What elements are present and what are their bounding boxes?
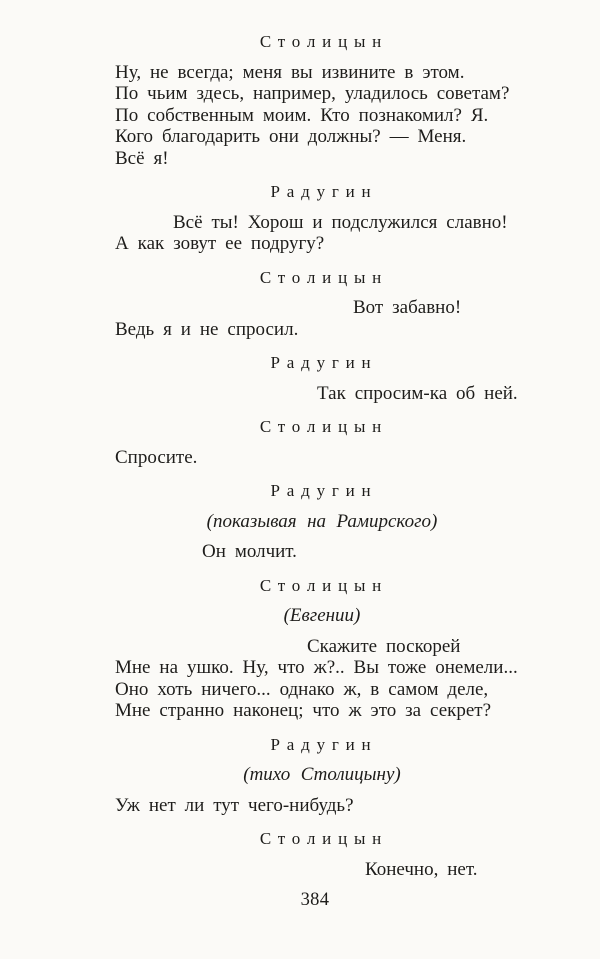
speaker-name: Столицын [259, 417, 389, 436]
verse-line: Вот забавно! [353, 297, 462, 318]
speaker-name: Столицын [259, 267, 389, 287]
verse-line: По собственным моим. Кто познакомил? Я. [115, 104, 489, 126]
verse-line: Уж нет ли тут чего-нибудь? [115, 794, 354, 816]
verse-line: Оно хоть ничего... однако ж, в самом деле, [115, 678, 489, 700]
verse-line: Спросите. [115, 446, 198, 468]
verse-line: Всё я! [115, 147, 169, 169]
stage-direction: (Евгении) [283, 605, 361, 626]
speaker-name: Радугин [270, 734, 378, 754]
verse-line: Кого благодарить они должны? — Меня. [115, 126, 467, 147]
speaker-name: Столицын [259, 32, 389, 51]
dialogue [115, 19, 545, 912]
verse-line: Мне странно наконец; что ж это за секрет? [115, 700, 492, 721]
verse-line: Скажите поскорей [307, 635, 461, 657]
verse-line: Ну, не всегда; меня вы извините в этом. [115, 61, 465, 83]
verse-line: Он молчит. [202, 541, 297, 562]
verse-line: Всё ты! Хорош и подслужился славно! [173, 211, 508, 233]
speaker-name: Радугин [270, 353, 378, 372]
page-number: 384 [300, 890, 330, 910]
verse-line: Ведь я и не спросил. [115, 318, 299, 340]
verse-line: А как зовут ее подругу? [115, 233, 325, 254]
verse-line: Так спросим-ка об ней. [317, 382, 518, 404]
verse-line: Мне на ушко. Ну, что ж?.. Вы тоже онемели... [115, 657, 518, 678]
speaker-name: Радугин [270, 481, 378, 500]
verse-line: Конечно, нет. [365, 858, 478, 880]
speaker-name: Столицын [259, 829, 389, 848]
speaker-name: Столицын [259, 575, 389, 595]
speaker-name: Радугин [270, 182, 378, 201]
stage-direction: (тихо Столицыну) [243, 764, 401, 785]
verse-line: По чьим здесь, например, уладилось советам? [115, 83, 510, 104]
stage-direction: (показывая на Рамирского) [206, 510, 438, 532]
